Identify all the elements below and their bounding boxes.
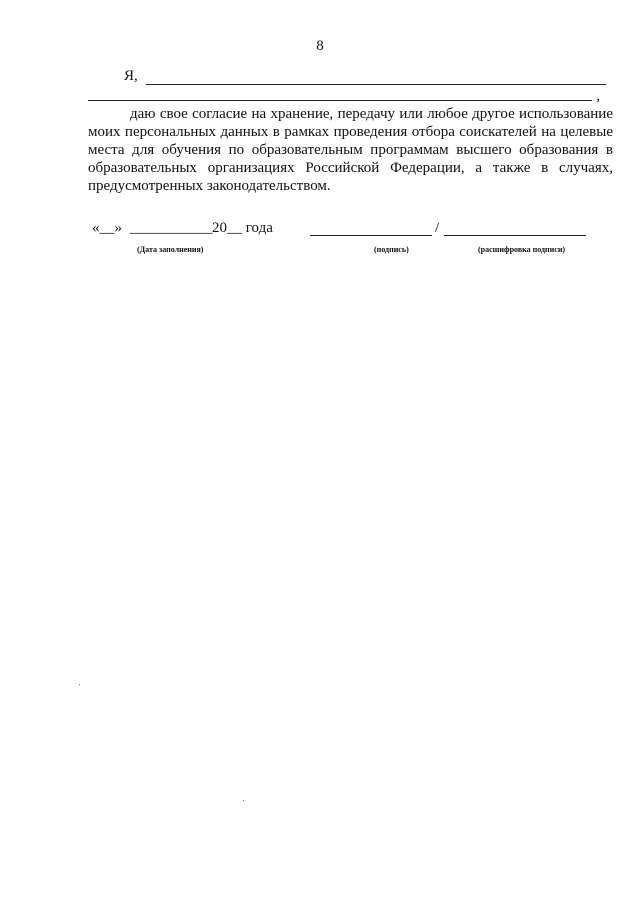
signature-separator: / [435,220,440,236]
consent-paragraph: даю свое согласие на хранение, передачу или любое другое использование моих персональных данных в рамках проведения отбора соискателей на целевые места для обучения по образовательным программам высшего образования в образовательных организациях Российской Федерации, а также в случаях, предусмотренных законодательством. [88,106,613,194]
caption-decoding: (расшифровка подписи) [478,245,566,254]
captions-row [0,245,640,259]
name-continuation-line [88,88,600,104]
caption-signature: (подпись) [374,245,409,254]
date-month-blank: ___________ [130,220,213,236]
caption-date: (Дата заполнения) [137,245,204,254]
name-line-comma: , [596,88,600,104]
date-signature-row [92,220,592,240]
signature-blank [310,235,432,236]
page-number: 8 [316,38,324,54]
name-continuation-blank [88,100,592,101]
name-prefix: Я, [124,68,138,84]
name-line [124,68,606,88]
name-blank [146,84,606,85]
date-day: «__» [92,220,122,236]
scan-speck [243,800,244,801]
scan-speck [79,684,80,685]
date-year: 20__ года [212,220,273,236]
signature-decoding-blank [444,235,586,236]
